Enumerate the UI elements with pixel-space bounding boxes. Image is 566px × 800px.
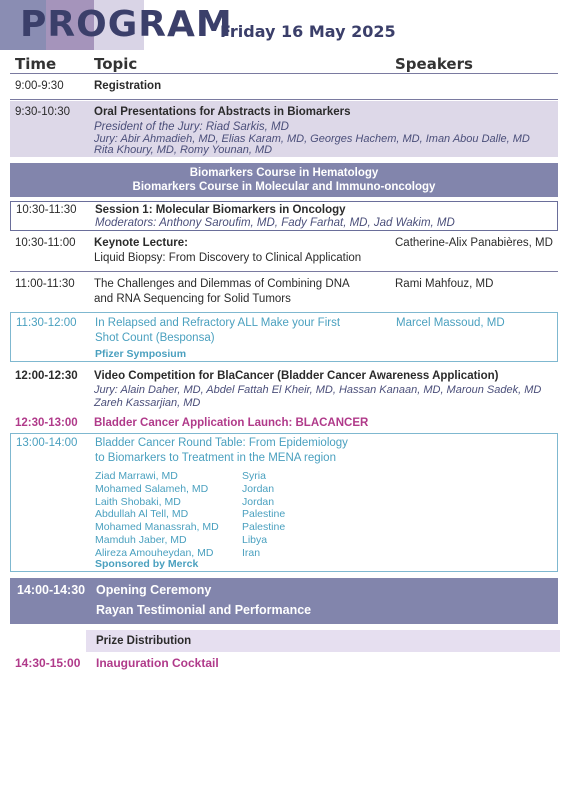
topic: Registration <box>94 80 162 92</box>
panelist-name: Abdullah Al Tell, MD <box>95 508 189 521</box>
time-slot: 11:30-12:00 <box>16 317 77 329</box>
topic: Session 1: Molecular Biomarkers in Oncology <box>95 204 346 216</box>
jury-list: Rita Khoury, MD, Romy Younan, MD <box>94 144 273 156</box>
topic: Prize Distribution <box>96 635 192 647</box>
time-slot: 12:30-13:00 <box>15 417 78 429</box>
time-slot: 14:00-14:30 <box>17 583 86 597</box>
panelist-country: Syria <box>242 470 266 482</box>
topic-line2: to Biomarkers to Treatment in the MENA region <box>95 452 336 464</box>
topic: Opening Ceremony <box>96 583 212 597</box>
jury-list: Jury: Alain Daher, MD, Abdel Fattah El Kheir, MD, Hassan Kanaan, MD, Maroun Sadek, MD <box>94 384 542 396</box>
panelist-name: Alireza Amouheydan, MD <box>95 546 214 559</box>
panelist-country: Palestine <box>242 521 286 534</box>
topic: Bladder Cancer Application Launch: BLACANCER <box>94 417 369 429</box>
schedule-row-registration <box>10 76 558 98</box>
panelist-name: Mohamed Salameh, MD <box>95 482 209 495</box>
speaker: Rami Mahfouz, MD <box>395 278 494 290</box>
topic: The Challenges and Dilemmas of Combining DNA <box>94 278 350 290</box>
schedule-row-video <box>10 367 558 412</box>
time-slot: 10:30-11:00 <box>15 237 76 249</box>
schedule-row-relapsed <box>10 312 558 362</box>
jury-list: Jury: Abir Ahmadieh, MD, Elias Karam, MD, Georges Hachem, MD, Iman Abou Dalle, MD <box>94 133 530 145</box>
schedule-row-cocktail <box>10 655 558 673</box>
moderators: Moderators: Anthony Saroufim, MD, Fady Farhat, MD, Jad Wakim, MD <box>95 217 455 229</box>
time-slot: 12:00-12:30 <box>15 370 78 382</box>
topic-line2: and RNA Sequencing for Solid Tumors <box>94 293 291 305</box>
course-banner <box>10 163 558 197</box>
topic: Video Competition for BlaCancer (Bladder Cancer Awareness Application) <box>94 370 499 382</box>
time-slot: 10:30-11:30 <box>16 204 77 216</box>
time-slot: 9:30-10:30 <box>15 106 70 118</box>
banner-line: Biomarkers Course in Molecular and Immuno-oncology <box>132 181 436 193</box>
speaker: Catherine-Alix Panabières, MD <box>395 237 553 249</box>
time-slot: 9:00-9:30 <box>15 80 64 92</box>
column-header-time: Time <box>15 55 57 73</box>
column-header-speakers: Speakers <box>395 55 473 73</box>
banner-line: Biomarkers Course in Hematology <box>189 167 379 179</box>
schedule-row-launch <box>10 415 558 433</box>
schedule-row-opening <box>10 578 558 624</box>
topic: Inauguration Cocktail <box>96 656 219 670</box>
event-date: Friday 16 May 2025 <box>220 22 396 41</box>
topic: Keynote Lecture: <box>94 237 188 249</box>
panelist-country: Iran <box>242 546 261 559</box>
divider <box>10 99 558 100</box>
panelist-name: Ziad Marrawi, MD <box>95 470 178 482</box>
panelist-countries <box>242 470 285 560</box>
sponsor: Sponsored by Merck <box>95 558 199 570</box>
panelist-country: Jordan <box>242 495 275 508</box>
column-header-topic: Topic <box>94 55 138 73</box>
panelist-country: Libya <box>242 533 268 546</box>
topic-line2: Rayan Testimonial and Performance <box>96 603 312 617</box>
jury-list: Zareh Kassarjian, MD <box>94 397 201 409</box>
schedule-row-oral <box>10 101 558 157</box>
panelist-name: Mamduh Jaber, MD <box>95 533 187 546</box>
schedule-row-challenges <box>10 275 558 309</box>
speaker: Marcel Massoud, MD <box>396 317 505 329</box>
sponsor: Pfizer Symposium <box>95 348 187 360</box>
topic: Oral Presentations for Abstracts in Biomarkers <box>94 106 351 118</box>
time-slot: 13:00-14:00 <box>16 437 78 449</box>
page-title: PROGRAM <box>20 4 233 45</box>
divider <box>10 271 558 272</box>
schedule-row-keynote <box>10 234 558 270</box>
schedule-row-session1 <box>10 201 558 231</box>
jury-president: President of the Jury: Riad Sarkis, MD <box>94 121 289 133</box>
panelist-name: Mohamed Manassrah, MD <box>95 521 219 534</box>
schedule-row-roundtable <box>10 433 558 572</box>
topic: In Relapsed and Refractory ALL Make your First <box>95 317 341 329</box>
topic-line2: Shot Count (Besponsa) <box>95 332 215 344</box>
time-slot: 11:00-11:30 <box>15 278 75 290</box>
topic: Bladder Cancer Round Table: From Epidemiology <box>95 437 348 449</box>
topic-subtitle: Liquid Biopsy: From Discovery to Clinical Application <box>94 252 362 264</box>
time-slot: 14:30-15:00 <box>15 656 81 670</box>
panelist-names <box>95 470 219 560</box>
schedule-row-prize <box>86 630 560 652</box>
panelist-name: Laith Shobaki, MD <box>95 495 181 508</box>
panelist-country: Jordan <box>242 482 275 495</box>
divider <box>10 73 558 74</box>
panelist-country: Palestine <box>242 508 286 521</box>
header <box>0 0 566 52</box>
